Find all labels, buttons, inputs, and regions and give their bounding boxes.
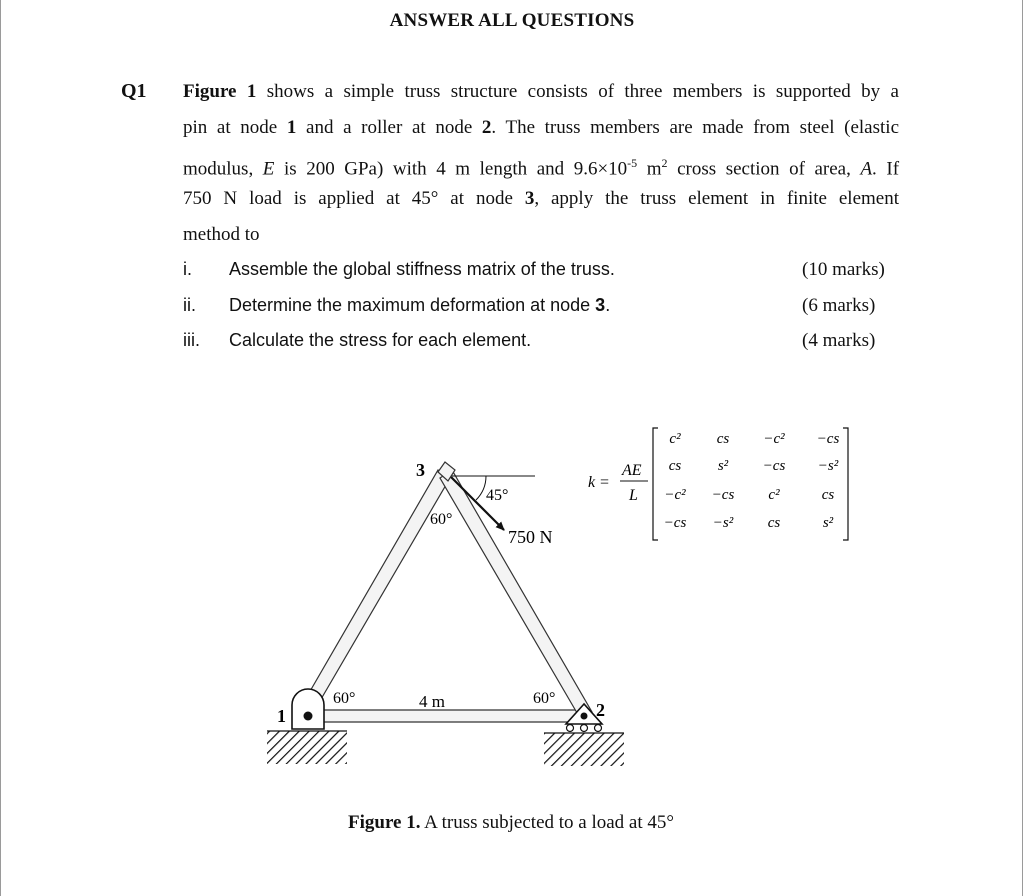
matrix-cell: cs xyxy=(767,515,781,531)
question-line-5: method to xyxy=(183,224,260,245)
matrix-cell: −cs xyxy=(663,515,687,531)
matrix-cells xyxy=(664,431,840,531)
matrix-cell: −s² xyxy=(817,458,839,474)
matrix-cell: cs xyxy=(668,458,682,474)
member-bottom xyxy=(306,710,584,722)
angle-left-label: 60° xyxy=(333,690,356,707)
caption-text: A truss subjected to a load at 45° xyxy=(420,812,674,833)
caption-label: Figure 1. xyxy=(348,812,421,833)
question-number: Q1 xyxy=(121,80,147,102)
matrix-cell: s² xyxy=(822,515,834,531)
member-right xyxy=(440,470,592,718)
matrix-cell: −s² xyxy=(712,515,734,531)
item-3-marks: (4 marks) xyxy=(802,330,876,351)
node-1-label: 1 xyxy=(277,706,286,726)
item-1-marks: (10 marks) xyxy=(802,259,885,280)
ground-hatch-left xyxy=(267,731,347,764)
item-3-number: iii. xyxy=(183,330,200,350)
item-1-text: Assemble the global stiffness matrix of the truss. xyxy=(229,259,615,279)
matrix-frac-num: AE xyxy=(622,462,642,479)
matrix-cell: −cs xyxy=(711,487,735,503)
item-3-text: Calculate the stress for each element. xyxy=(229,330,532,350)
load-angle-arc xyxy=(476,476,486,500)
matrix-cell: s² xyxy=(717,458,729,474)
matrix-frac-den: L xyxy=(629,487,638,504)
angle-load-label: 45° xyxy=(486,487,509,504)
span-label: 4 m xyxy=(419,692,445,711)
question-line-3: modulus, E is 200 GPa) with 4 m length and $9.6\times 10^{-5}$ $m^2$ cross section of area, A. If xyxy=(183,156,900,180)
angle-right-label: 60° xyxy=(533,690,556,707)
matrix-cell: c² xyxy=(768,487,780,503)
matrix-cell: −c² xyxy=(763,431,785,447)
matrix-cell: −c² xyxy=(664,487,686,503)
figure-ref: Figure 1 xyxy=(183,81,257,102)
question-line-2: pin at node 1 and a roller at node 2. The truss members are made from steel (elastic xyxy=(183,117,899,138)
question-line-1: Figure 1 shows a simple truss structure consists of three members is supported by a xyxy=(183,81,899,102)
node-2-label: 2 xyxy=(596,700,605,720)
item-1-number: i. xyxy=(183,259,192,279)
member-left xyxy=(298,470,453,718)
truss-members xyxy=(298,470,592,722)
node-3-label: 3 xyxy=(416,460,425,480)
matrix-cell: cs xyxy=(821,487,835,503)
matrix-equals: = xyxy=(600,474,610,491)
load-label: 750 N xyxy=(508,527,553,547)
figure-caption xyxy=(348,812,674,834)
item-2-text: Determine the maximum deformation at node 3. xyxy=(229,295,611,315)
matrix-k: k xyxy=(588,474,596,491)
item-2-number: ii. xyxy=(183,295,196,315)
angle-top-label: 60° xyxy=(430,511,453,528)
matrix-right-bracket xyxy=(843,428,848,540)
matrix-cell: cs xyxy=(716,431,730,447)
page-title: ANSWER ALL QUESTIONS xyxy=(389,10,635,31)
ground-hatch-right xyxy=(544,733,624,766)
question-line-4: 750 N load is applied at 45° at node 3, apply the truss element in finite element xyxy=(183,188,899,209)
stiffness-matrix xyxy=(588,428,848,540)
matrix-cell: c² xyxy=(669,431,681,447)
matrix-cell: −cs xyxy=(816,431,840,447)
matrix-cell: −cs xyxy=(762,458,786,474)
item-2-marks: (6 marks) xyxy=(802,295,876,316)
matrix-left-bracket xyxy=(653,428,658,540)
